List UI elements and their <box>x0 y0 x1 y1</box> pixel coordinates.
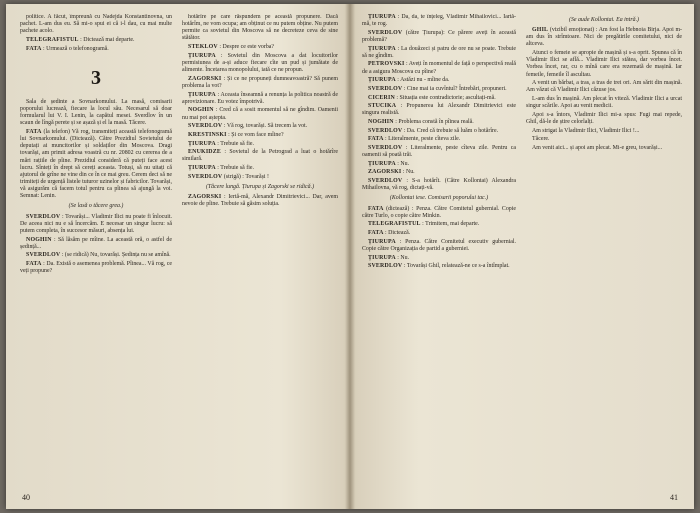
dialogue-line <box>362 255 516 262</box>
dialogue-text: : Trimitem, mai departe. <box>422 221 480 228</box>
speaker-name: FATA <box>26 45 42 52</box>
dialogue-line <box>20 129 172 201</box>
dialogue-text: : Nu. <box>402 169 415 176</box>
dialogue-text: : Penza. Către Comitetul executiv gubernial. Copie către Organizația de partid a guberniei. <box>362 238 516 252</box>
page-left-column-2 <box>182 14 338 476</box>
speaker-name: KRESTINSKI <box>188 131 227 138</box>
dialogue-text: : Dictează mai departe. <box>80 36 135 43</box>
dialogue-line <box>526 112 682 126</box>
dialogue-line <box>526 96 682 110</box>
dialogue-text: : Problema constă în pîinea reală. <box>395 119 474 126</box>
dialogue-line <box>362 95 516 102</box>
dialogue-text: Tăcere. <box>532 136 550 143</box>
dialogue-text: : Situația este contradictorie; ascultați-mă. <box>396 94 496 101</box>
dialogue-line <box>362 161 516 168</box>
dialogue-text: (dictează) : Penza. Către Comitetul gubernial. Copie către Turlo, o copie către Minkin. <box>362 205 516 219</box>
speaker-name: STEKLOV <box>188 44 218 51</box>
dialogue-line <box>526 145 682 152</box>
dialogue-text: : Sovietul din Moscova a dat locuitorilor permisiunea de a-și aduce fiecare cîte un pud și jumătate de alimente. Încetarea monopolului, iată ce ne propun. <box>182 52 338 74</box>
page-right <box>362 14 682 504</box>
speaker-name: SVERDLOV <box>368 127 403 134</box>
dialogue-text: A venit un bărbat, a tras, a tras de trei ori. Am sărit din mașină. Am văzut că Vladimir Ilici căzuse jos. <box>526 80 682 94</box>
dialogue-line <box>20 261 172 275</box>
dialogue-line <box>20 37 172 44</box>
dialogue-text: (la telefon) Vă rog, transmiteți această telefonogramă lui Sovnarkomului. (Dictează). Către Prezidiul Sovietului de deputați ai muncitorilor și soldaților din Moscova. Dragi tovarăși, am primit adresa voastră cu nr. 20802 cu cererea de a mări rațiile de pîine. Prezidiul consideră că puteți face acest lucru. Sînteți în drept să cereți aceasta. Totuși, să nu uitați că ajutorul de grîne ne vine din ce în ce mai greu. Cerem deci să ne trimiteți de urgență listele tuturor uzinelor și fabricilor. Tovarăși, vă asigurăm că facem totul pentru ca pîinea să ajungă la voi. Semnat: Lenin. <box>20 128 172 200</box>
page-number-right: 41 <box>670 493 678 502</box>
dialogue-text: (strigă) : Tovarăși ! <box>223 173 269 180</box>
page-right-column-2 <box>526 14 682 476</box>
dialogue-line <box>362 145 516 159</box>
speaker-name: ENUKIDZE <box>188 149 222 156</box>
speaker-name: ZAGORSKI <box>188 193 222 200</box>
dialogue-line <box>362 77 516 84</box>
speaker-name: ȚIURUPA <box>188 52 216 59</box>
dialogue-text: : Aceasta înseamnă a renunța la politica noastră de aprovizionare. Eu votez împotrivă. <box>182 91 338 105</box>
dialogue-text: : Dictează. <box>385 230 411 237</box>
dialogue-text: : Propunerea lui Alexandr Dimitrievici este singura realistă. <box>362 103 516 117</box>
dialogue-text: : Literalmente, peste cîteva zile. Pentru ca oamenii să poată trăi. <box>362 145 516 159</box>
speaker-name: NOGHIN <box>26 236 52 243</box>
speaker-name: ȚIURUPA <box>188 91 216 98</box>
dialogue-line <box>182 149 338 163</box>
book-gutter <box>345 4 355 509</box>
dialogue-text: : Cred că a sosit momentul să ne gîndim. Oamenii nu mai pot aștepta. <box>182 107 338 121</box>
speaker-name: FATA <box>26 261 42 268</box>
dialogue-line <box>20 99 172 128</box>
dialogue-line <box>182 107 338 121</box>
dialogue-line <box>182 174 338 181</box>
dialogue-line <box>362 230 516 237</box>
dialogue-text: : Cine mai ia cuvîntul? Întrebări, propuneri. <box>403 85 507 92</box>
dialogue-text: politice. A făcut, împreună cu Nadejda Konstantinovna, un pachet. L-am dus eu. Să mi-o spui ei că i-l dau, cu mai multe pachete acolo. <box>20 14 172 35</box>
dialogue-line <box>526 50 682 79</box>
dialogue-line <box>182 165 338 172</box>
speaker-name: PETROVSKI <box>368 61 405 68</box>
dialogue-text: : Trebuie să fie. <box>217 140 254 147</box>
speaker-name: ZAGORSKI <box>368 169 402 176</box>
dialogue-text: Apoi s-a întors, Vladimir Ilici mi-a spus: Fugi mai repede, Ghil, dă-le de știre celorlalți. <box>526 111 682 126</box>
dialogue-line <box>20 14 172 35</box>
dialogue-text: : La douăzeci și patru de ore nu se poate. Trebuie să ne gîndim. <box>362 45 516 59</box>
dialogue-text: (către Țiurupa): Ce părere aveți în această problemă? <box>362 29 516 43</box>
dialogue-line <box>20 214 172 235</box>
dialogue-line <box>20 252 172 259</box>
speaker-name: ZAGORSKI <box>188 75 222 82</box>
dialogue-text: (vizibil emoționat) : Am fost la Hebnoia Birja. Apoi m-am dus în strîmtoare. Nici de pregătirile comitetului, nici de altceva. <box>526 27 682 48</box>
stage-direction: (Tăcere lungă. Țiurupa și Zagorski se ridică.) <box>205 183 315 190</box>
dialogue-line <box>362 30 516 44</box>
book-spread <box>6 4 694 509</box>
speaker-name: GHIL <box>532 27 549 34</box>
dialogue-line <box>182 141 338 148</box>
dialogue-text: : Da, da, te înțeleg, Vladimir Mihailovici... Iartă-mă, te rog. <box>362 14 516 28</box>
page-right-column-1 <box>362 14 516 476</box>
dialogue-line <box>182 53 338 74</box>
dialogue-text: : Nu. <box>397 160 410 167</box>
speaker-name: FATA <box>368 205 384 212</box>
dialogue-line <box>362 206 516 220</box>
dialogue-text: : Da. Există o asemenea problemă. Pîinea... Vă rog, ce veți propune? <box>20 261 172 275</box>
dialogue-text: L-am dus în mașină. Am plecat în viteză. Vladimir Ilici a urcat singur scările. Apoi au venit medicii. <box>526 96 682 110</box>
dialogue-line <box>362 169 516 176</box>
dialogue-text: : Să lăsăm pe mîine. La această oră, o astfel de ședință... <box>20 236 172 250</box>
speaker-name: FATA <box>26 128 42 135</box>
dialogue-text: : Și ce vom face mîine? <box>228 131 284 138</box>
dialogue-text: Am strigat la Vladimir Ilici, Vladimir Ilici !... <box>532 127 640 134</box>
speaker-name: CICERIN <box>368 94 395 101</box>
dialogue-line <box>526 128 682 135</box>
dialogue-line <box>362 128 516 135</box>
speaker-name: SVERDLOV <box>368 85 403 92</box>
dialogue-line <box>362 239 516 253</box>
speaker-name: ȚIURUPA <box>368 14 396 20</box>
dialogue-line <box>182 44 338 51</box>
speaker-name: ȚIURUPA <box>188 140 216 147</box>
speaker-name: ȚIURUPA <box>368 45 396 52</box>
speaker-name: NOGHIN <box>188 107 214 114</box>
dialogue-line <box>362 61 516 75</box>
speaker-name: ȚIURUPA <box>188 164 216 171</box>
dialogue-text: : Nu. <box>397 254 410 261</box>
speaker-name: TELEGRAFISTUL <box>368 221 421 228</box>
speaker-name: ȚIURUPA <box>368 238 396 245</box>
speaker-name: FATA <box>368 230 384 237</box>
speaker-name: SVERDLOV <box>368 263 403 270</box>
dialogue-line <box>362 46 516 60</box>
stage-direction: (Se aude Kollontai. Ea intră.) <box>568 17 640 23</box>
dialogue-text: : Despre ce este vorba? <box>219 44 274 51</box>
dialogue-text: : Sovietul de la Petrograd a luat o hotărîre similară. <box>182 149 338 163</box>
dialogue-line <box>182 123 338 130</box>
dialogue-text: : Aveți în momentul de față o perspectivă reală de a asigura Moscova cu pîine? <box>362 61 516 75</box>
dialogue-text: : Astăzi nu - mîine da. <box>397 77 450 84</box>
speaker-name: SVERDLOV <box>368 145 403 151</box>
dialogue-text: : Da. Cred că trebuie să luăm o hotărîre. <box>403 127 499 134</box>
dialogue-line <box>20 46 172 53</box>
dialogue-line <box>362 14 516 28</box>
dialogue-text: : Trebuie să fie. <box>217 164 254 171</box>
stage-direction: (Se lasă o tăcere grea.) <box>68 203 124 210</box>
dialogue-line <box>182 132 338 139</box>
dialogue-text: : Tovarăși... Vladimir Ilici nu poate fi înlocuit. De aceea nici nu e să încercăm. E necesar un singur lucru: să putem completa, în succesor măsuri, absența lui. <box>20 213 172 234</box>
speaker-name: SVERDLOV <box>188 123 223 130</box>
speaker-name: SVERDLOV <box>26 213 61 220</box>
dialogue-line <box>362 103 516 117</box>
dialogue-text: Am venit aici... și apoi am plecat. Mi-e greu, tovarăși... <box>532 145 663 151</box>
dialogue-line <box>362 178 516 192</box>
dialogue-line <box>182 76 338 90</box>
speaker-name: TELEGRAFISTUL <box>26 36 79 43</box>
dialogue-text: : Vă rog, tovarăși. Să trecem la vot. <box>223 123 308 130</box>
dialogue-line <box>362 119 516 126</box>
dialogue-line <box>182 92 338 106</box>
speaker-name: STUCIKA <box>368 103 397 110</box>
dialogue-text: Sala de ședinte a Sovnarkomului. La masă, comisarii poporului lucrează, fiecare la locul său. Necesarul să doar formularul lui V. I. Lenin, la capătul mesei. Sverdlov în un scaun de lîngă perete și se așază și el la masă. Tăcere. <box>20 98 172 127</box>
speaker-name: ȚIURUPA <box>368 77 396 84</box>
dialogue-line <box>362 86 516 93</box>
page-number-left: 40 <box>22 493 30 502</box>
dialogue-text: : Și ce ne propuneți dumneavoastră? Să punem problema la vot? <box>182 75 338 89</box>
dialogue-line <box>526 27 682 48</box>
dialogue-text: : (se ridică) Nu, tovarăși. Ședința nu se amînă. <box>61 252 171 259</box>
page-left <box>20 14 338 504</box>
speaker-name: ȚIURUPA <box>368 254 396 261</box>
dialogue-line <box>362 263 516 270</box>
speaker-name: SVERDLOV <box>26 252 61 259</box>
dialogue-text: Atunci o femeie se apropie de mașină și s-a oprit. Spunea că în Vladimir Ilici se află... Vladimir Ilici stătea, dar vorbea încet. Vorbea încet, rar, cu o mînă care era rezemată de mașină. Iar femeile, femeile îl ascultau. <box>526 50 682 78</box>
dialogue-line <box>182 14 338 43</box>
speaker-name: SVERDLOV <box>188 173 223 180</box>
dialogue-text: : Iertă-mă, Alexandr Dimitrievici... Dar, avem nevoie de pîine. Trebuie să găsim soluția. <box>182 193 338 208</box>
dialogue-line <box>20 237 172 251</box>
dialogue-text: : Urmează o telefonogramă. <box>43 45 109 52</box>
dialogue-line <box>362 136 516 143</box>
dialogue-line <box>526 80 682 94</box>
dialogue-text: : Literalmente, peste cîteva zile. <box>385 136 461 143</box>
scene-number: 3 <box>91 66 101 89</box>
speaker-name: SVERDLOV <box>368 178 403 185</box>
dialogue-line <box>182 194 338 208</box>
dialogue-line <box>362 221 516 228</box>
dialogue-line <box>526 136 682 143</box>
dialogue-text: hotărîre pe care răspundem pe această propunere. Dacă hotărîm, ne vom ocupa; am obținut ce nu putem obține. Nu putem permite ca sovietul din Moscova să ne decreteze ceva de sine stătător. <box>182 14 338 42</box>
stage-direction: (Kollontai iese. Comisarii poporului tac.) <box>389 195 489 202</box>
speaker-name: ȚIURUPA <box>368 160 396 167</box>
dialogue-text: : Tovarăși Ghil, relatează-ne ce s-a întîmplat. <box>403 263 510 270</box>
speaker-name: FATA <box>368 136 384 143</box>
dialogue-text: : S-a hotărît. (Către Kollontai) Alexandra Mihailovna, vă rog, dictați-vă. <box>362 178 516 192</box>
speaker-name: NOGHIN <box>368 119 394 126</box>
page-left-column-1 <box>20 14 172 476</box>
speaker-name: SVERDLOV <box>368 29 403 36</box>
